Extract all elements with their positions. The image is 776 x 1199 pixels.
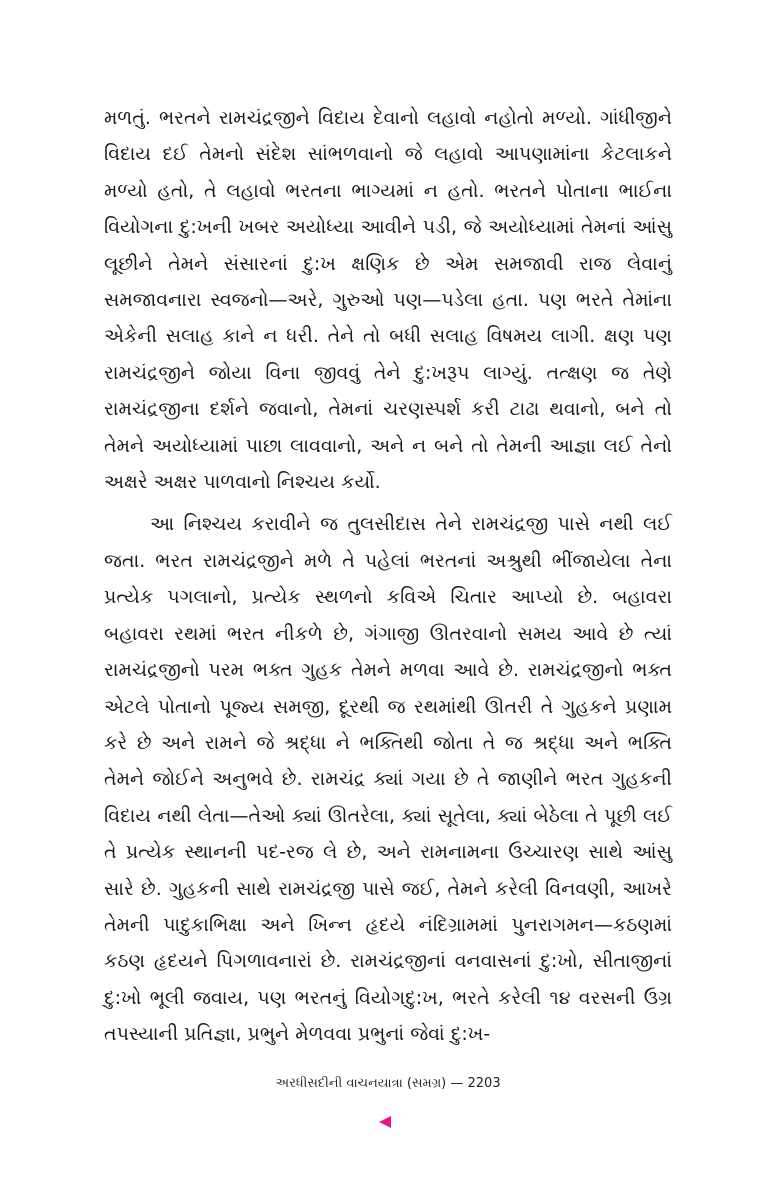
page-footer: અરધીસદીની વાચનયાત્રા (સમગ્ર) — 2203 [275,1076,501,1091]
page-body [104,100,672,1053]
paragraph-2: આ નિશ્ચય કરાવીને જ તુલસીદાસ તેને રામચંદ્રજી પાસે નથી લઈ જતા. ભરત રામચંદ્રજીને મળે તે પહેલાં ભરતનાં અશ્રુથી ભીંજાયેલા તેના પ્રત્યેક પગલાનો, પ્રત્યેક સ્થળનો કવિએ ચિતાર આપ્યો છે. બહાવરા બહાવરા રથમાં ભરત નીકળે છે, ગંગાજી ઊતરવાનો સમય આવે છે ત્યાં રામચંદ્રજીનો પરમ ભક્ત ગુહક તેમને મળવા આવે છે. રામચંદ્રજીનો ભક્ત એટલે પોતાનો પૂજ્ય સમજી, દૂરથી જ રથમાંથી ઊતરી તે ગુહકને પ્રણામ કરે છે અને રામને જે શ્રદ્ધા ને ભક્તિથી જોતા તે જ શ્રદ્ધા અને ભક્તિ તેમને જોઈને અનુભવે છે. રામચંદ્ર ક્યાં ગયા છે તે જાણીને ભરત ગુહકની વિદાય નથી લેતા—તેઓ ક્યાં ઊતરેલા, ક્યાં સૂતેલા, ક્યાં બેઠેલા તે પૂછી લઈ તે પ્રત્યેક સ્થાનની પદ-રજ લે છે, અને રામનામના ઉચ્ચારણ સાથે આંસુ સારે છે. ગુહકની સાથે રામચંદ્રજી પાસે જઈ, તેમને કરેલી વિનવણી, આખરે તેમની પાદુકાભિક્ષા અને ખિન્ન હૃદયે નંદિગ્રામમાં પુનરાગમન—કઠણમાં કઠણ હૃદયને પિગળાવનારાં છે. રામચંદ્રજીનાં વનવાસનાં દુ:ખો, સીતાજીનાં દુ:ખો ભૂલી જવાય, પણ ભરતનું વિયોગદુ:ખ, ભરતે કરેલી ૧૪ વરસની ઉગ્ર તપસ્યાની પ્રતિજ્ઞા, પ્રભુને મેળવવા પ્રભુનાં જેવાં દુ:ખ- [104,513,672,1046]
previous-page-arrow-icon[interactable] [379,1116,391,1128]
paragraph-1: મળતું. ભરતને રામચંદ્રજીને વિદાય દેવાનો લહાવો નહોતો મળ્યો. ગાંધીજીને વિદાય દઈ તેમનો સંદેશ સાંભળવાનો જે લહાવો આપણામાંના કેટલાકને મળ્યો હતો, તે લહાવો ભરતના ભાગ્યમાં ન હતો. ભરતને પોતાના ભાઈના વિયોગના દુ:ખની ખબર અયોધ્યા આવીને પડી, જે અયોધ્યામાં તેમનાં આંસુ લૂછીને તેમને સંસારનાં દુ:ખ ક્ષણિક છે એમ સમજાવી રાજ લેવાનું સમજાવનારા સ્વજનો—અરે, ગુરુઓ પણ—પડેલા હતા. પણ ભરતે તેમાંના એકેની સલાહ કાને ન ધરી. તેને તો બધી સલાહ વિષમય લાગી. ક્ષણ પણ રામચંદ્રજીને જોયા વિના જીવવું તેને દુ:ખરૂપ લાગ્યું. તત્ક્ષણ જ તેણે રામચંદ્રજીના દર્શને જવાનો, તેમનાં ચરણસ્પર્શ કરી ટાઢા થવાનો, બને તો તેમને અયોધ્યામાં પાછા લાવવાનો, અને ન બને તો તેમની આજ્ઞા લઈ તેનો અક્ષરે અક્ષર પાળવાનો નિશ્ચય કર્યો. [104,107,672,494]
